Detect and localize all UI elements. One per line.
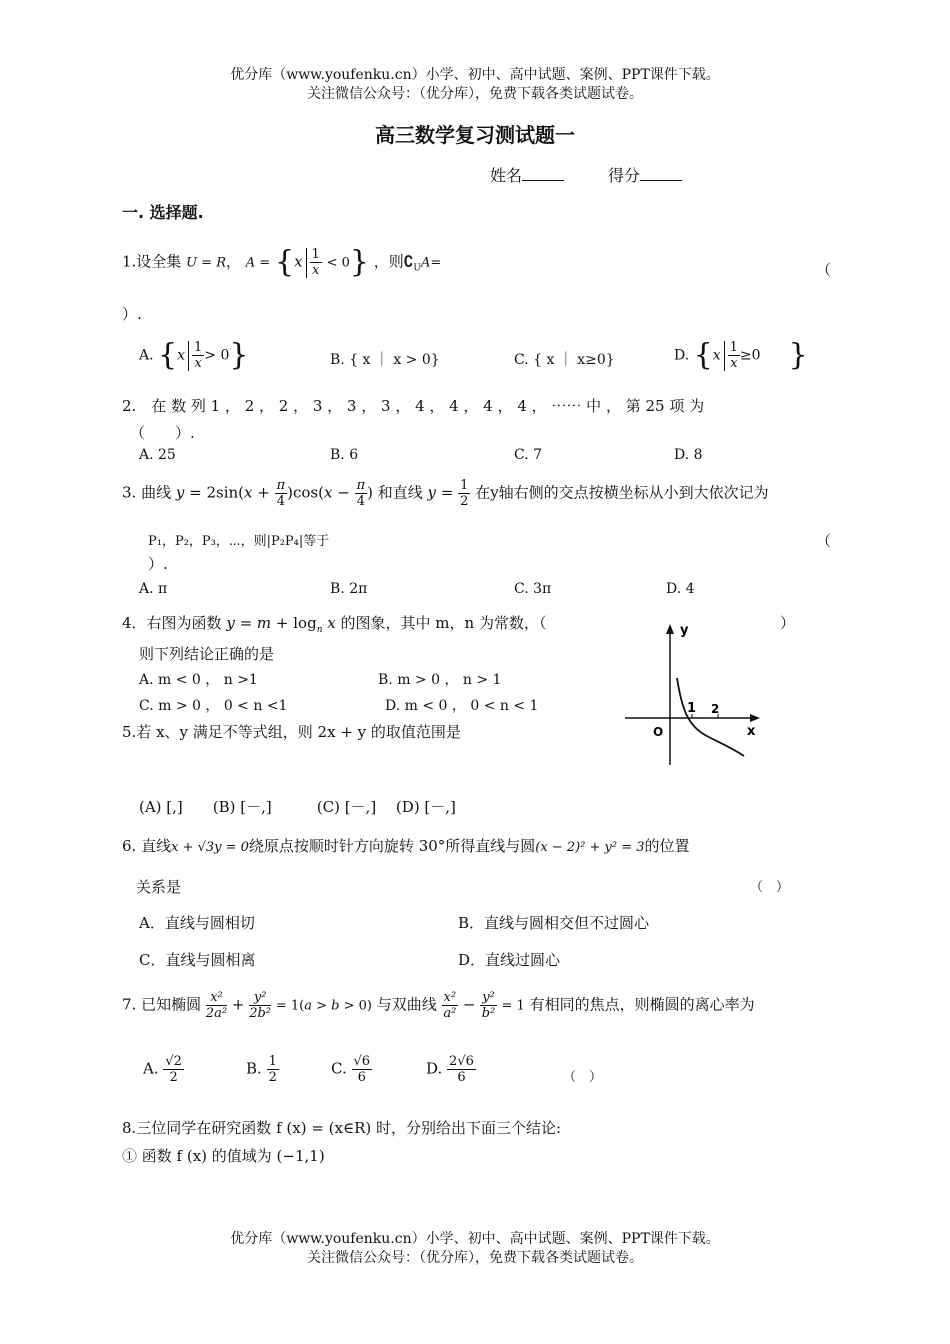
q7-option-a: A. $\frac{√2}{2}$ (143, 1054, 182, 1085)
q1-paren-close: ）. (122, 305, 142, 323)
name-field (490, 163, 564, 186)
q3-option-c: C. 3π (514, 581, 552, 597)
q6-line2: 关系是 (136, 878, 182, 896)
q1-option-c: C. { x ｜ x≥0} (514, 352, 615, 368)
q6-option-b: B．直线与圆相交但不过圆心 (458, 914, 650, 932)
q1-option-d: D. {x $\frac{1}{x}$ ≥0 } (674, 337, 808, 373)
q3-option-a: A. π (139, 581, 168, 597)
name-label: 姓名 (490, 166, 523, 185)
q1-option-b: B. { x ｜ x > 0} (330, 352, 440, 368)
q1-then: ，则 (373, 252, 404, 271)
graph-y-label: y (680, 623, 689, 638)
graph-y-arrow (666, 624, 674, 634)
header-line-2: 关注微信公众号：（优分库），免费下载各类试题试卷。 (307, 86, 643, 102)
q7-opt-d-label: D. (426, 1059, 443, 1078)
q7-lead: 7. 已知椭圆 (122, 995, 202, 1014)
q7-opt-c-label: C. (331, 1059, 347, 1078)
q8-item-1: ① 函数 f (x) 的值域为 (−1,1) (122, 1147, 325, 1165)
q5-options: (A) [,] (B) [－,] (C) [－,] (D) [－,] (139, 798, 456, 816)
q1-comp-a: A= (420, 255, 442, 271)
q4-option-d: D. m < 0 ， 0 < n < 1 (385, 698, 539, 714)
q2-option-c: C. 7 (514, 447, 543, 463)
graph-tick-2-label: 2 (711, 702, 720, 716)
q3-line2: P₁，P₂，P₃，⋯，则|P₂P₄|等于 (148, 534, 330, 549)
question-6 (122, 835, 690, 856)
footer-line-1: 优分库（www.youfenku.cn）小学、初中、高中试题、案例、PPT课件下载。 (230, 1231, 720, 1247)
q7-opt-b-label: B. (246, 1059, 262, 1078)
score-label: 得分 (608, 166, 641, 185)
q1-set-a: A = (245, 255, 271, 271)
q4-paren-close: ） (780, 614, 796, 632)
question-8: 8.三位同学在研究函数 f (x) = (x∈R) 时，分别给出下面三个结论: (122, 1119, 562, 1137)
q6-equation: x + √3y = 0 (171, 840, 249, 855)
q7-option-c: C. $\frac{√6}{6}$ (331, 1054, 371, 1085)
q3-mid: 和直线 (377, 483, 423, 502)
q6-tail: 的位置 (644, 837, 690, 855)
q4-option-c: C. m > 0 ， 0 < n <1 (139, 698, 288, 714)
question-4: 4．右图为函数 $y = m + \log_n x$ 的图象，其中 m，n 为常数，（ (122, 614, 547, 635)
question-3: 3. 曲线 y = 2sin(x + $\frac{\pi}{4}$ )cos(x − $\frac{\pi}{4}$ ) 和直线 y = $\frac{1}{2}$ 在y轴右侧的交点按横坐标从小到大依次记为 (122, 478, 769, 509)
q1-opt-a-label: A. (139, 347, 154, 364)
q6-mid: 绕原点按顺时针方向旋转 30°所得直线与圆 (248, 837, 536, 855)
question-2: 2. 在 数 列 1 ， 2 ， 2 ， 3 ， 3 ， 3 ， 4 ， 4 ， 4 ， 4 ， ⋯⋯ 中 ， 第 25 项 为 (122, 397, 705, 415)
section-choice-heading: 一. 选择题. (122, 203, 204, 222)
name-blank (522, 166, 564, 181)
score-blank (640, 166, 682, 181)
q3-lead: 3. 曲线 (122, 483, 172, 502)
q1-opt-a-cond: > 0 (204, 347, 230, 364)
graph-curve (677, 678, 744, 756)
q1-option-a: A. {x $\frac{1}{x}$ > 0} (139, 337, 249, 373)
q3-paren-open: （ (816, 532, 832, 550)
q7-mid: 与双曲线 (376, 995, 437, 1014)
page-title: 高三数学复习测试题一 (375, 123, 575, 147)
q4-lead: 4．右图为函数 (122, 614, 222, 632)
q1-sub: U (413, 263, 421, 274)
q2-option-b: B. 6 (330, 447, 359, 463)
header-line-1: 优分库（www.youfenku.cn）小学、初中、高中试题、案例、PPT课件下载。 (230, 67, 720, 83)
q6-option-a: A．直线与圆相切 (139, 914, 255, 932)
q7-option-b: B. $\frac{1}{2}$ (246, 1054, 277, 1085)
q7-paren: （ ） (563, 1070, 603, 1085)
q4-tail: 的图象，其中 m，n 为常数，（ (340, 614, 547, 632)
footer-line-2: 关注微信公众号：（优分库），免费下载各类试题试卷。 (307, 1250, 643, 1266)
q6-paren: （ ） (750, 880, 790, 895)
graph-x-label: x (747, 724, 756, 739)
graph-tick-1-label: 1 (687, 701, 697, 716)
q2-option-d: D. 8 (674, 447, 703, 463)
q6-circle: (x − 2)² + y² = 3 (535, 840, 645, 855)
q1-paren-open: （ (816, 261, 832, 279)
q3-tail: 在y轴右侧的交点按横坐标从小到大依次记为 (475, 483, 769, 502)
log-function-graph (620, 620, 770, 770)
q2-paren: （ ）. (130, 424, 195, 442)
q1-opt-d-cond: ≥0 (739, 347, 761, 364)
question-1: 1.设全集 U = R， A = {x $\frac{1}{x}$ < 0} ，则$∁_UA=$ (122, 244, 442, 280)
score-field (608, 163, 682, 186)
q4-line2: 则下列结论正确的是 (139, 645, 275, 663)
q3-paren-close: ）. (148, 555, 168, 573)
q7-option-d: D. $\frac{2√6}{6}$ (426, 1054, 474, 1085)
q7-tail: 有相同的焦点，则椭圆的离心率为 (529, 995, 755, 1014)
q4-option-b: B. m > 0 ， n > 1 (378, 672, 502, 688)
q3-option-b: B. 2π (330, 581, 368, 597)
q3-option-d: D. 4 (666, 581, 695, 597)
q1-lead: 1.设全集 (122, 252, 182, 271)
q7-opt-a-label: A. (143, 1059, 159, 1078)
q6-option-c: C．直线与圆相离 (139, 951, 256, 969)
question-7: 7. 已知椭圆 $\frac{\text{x²}}{\text{2a²}}$ + $\frac{\text{y²}}{\text{2b²}}$ = 1(a > b > 0) 与双曲线 $\frac{\text{x²}}{\text{a²}}$ − $\frac{\text{y²}}{\text{b²}}$ = 1 有相同的焦点，则椭圆的离心率为 (122, 990, 755, 1021)
graph-origin-label: O (653, 725, 664, 739)
q1-opt-d-label: D. (674, 347, 690, 364)
q6-lead: 6. 直线 (122, 837, 172, 855)
q1-set-u: U = R (186, 255, 226, 271)
q4-option-a: A. m < 0 ， n >1 (139, 672, 258, 688)
q6-option-d: D．直线过圆心 (458, 951, 561, 969)
q1-cond: < 0 (326, 255, 350, 271)
q2-option-a: A. 25 (139, 447, 176, 463)
graph-x-arrow (750, 714, 760, 722)
q1-complement: ∁ (403, 252, 414, 271)
question-5: 5.若 x、y 满足不等式组，则 2x + y 的取值范围是 (122, 723, 461, 741)
